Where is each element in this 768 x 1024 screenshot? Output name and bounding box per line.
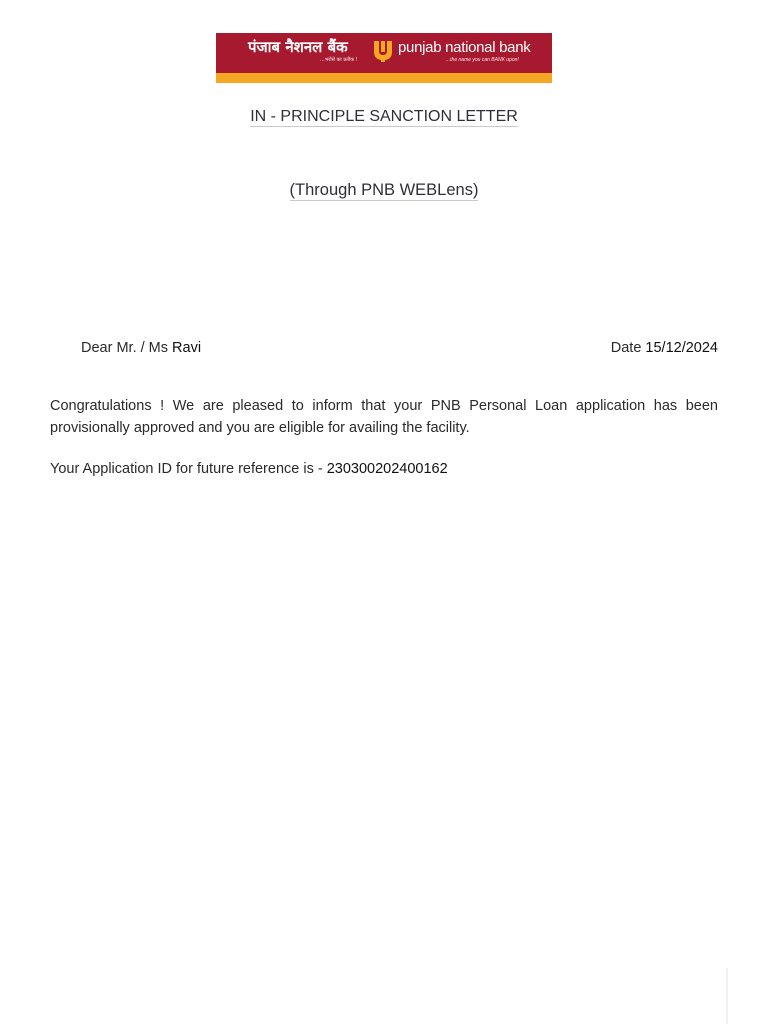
application-id-paragraph <box>50 458 718 480</box>
approval-paragraph: Congratulations ! We are pleased to inform that your PNB Personal Loan application has been provisionally approved and you are eligible for availing the facility. <box>50 398 718 436</box>
salutation-prefix: Dear Mr. / Ms <box>81 340 173 356</box>
logo-hindi-tagline: ...भरोसे का प्रतीक ! <box>320 57 358 63</box>
logo-hindi-name: पंजाब नैशनल बैंक <box>248 38 348 56</box>
application-id-prefix: Your Application ID for future reference is - <box>50 461 327 477</box>
logo-english-tagline: ...the name you can BANK upon! <box>446 57 519 63</box>
pnb-logo <box>216 33 552 83</box>
salutation <box>81 340 201 356</box>
logo-english-name: punjab national bank <box>398 39 531 56</box>
page-edge-shadow <box>726 968 728 1024</box>
logo-gold-band <box>216 73 552 83</box>
date-value: 15/12/2024 <box>645 340 718 356</box>
application-id: 230300202400162 <box>326 461 448 477</box>
letter-title: IN - PRINCIPLE SANCTION LETTER <box>250 108 518 125</box>
letter-date <box>611 340 718 356</box>
applicant-name: Ravi <box>172 340 202 356</box>
letter-subtitle: (Through PNB WEBLens) <box>289 181 479 199</box>
pnb-emblem-icon <box>372 39 394 63</box>
date-label: Date <box>610 340 646 356</box>
